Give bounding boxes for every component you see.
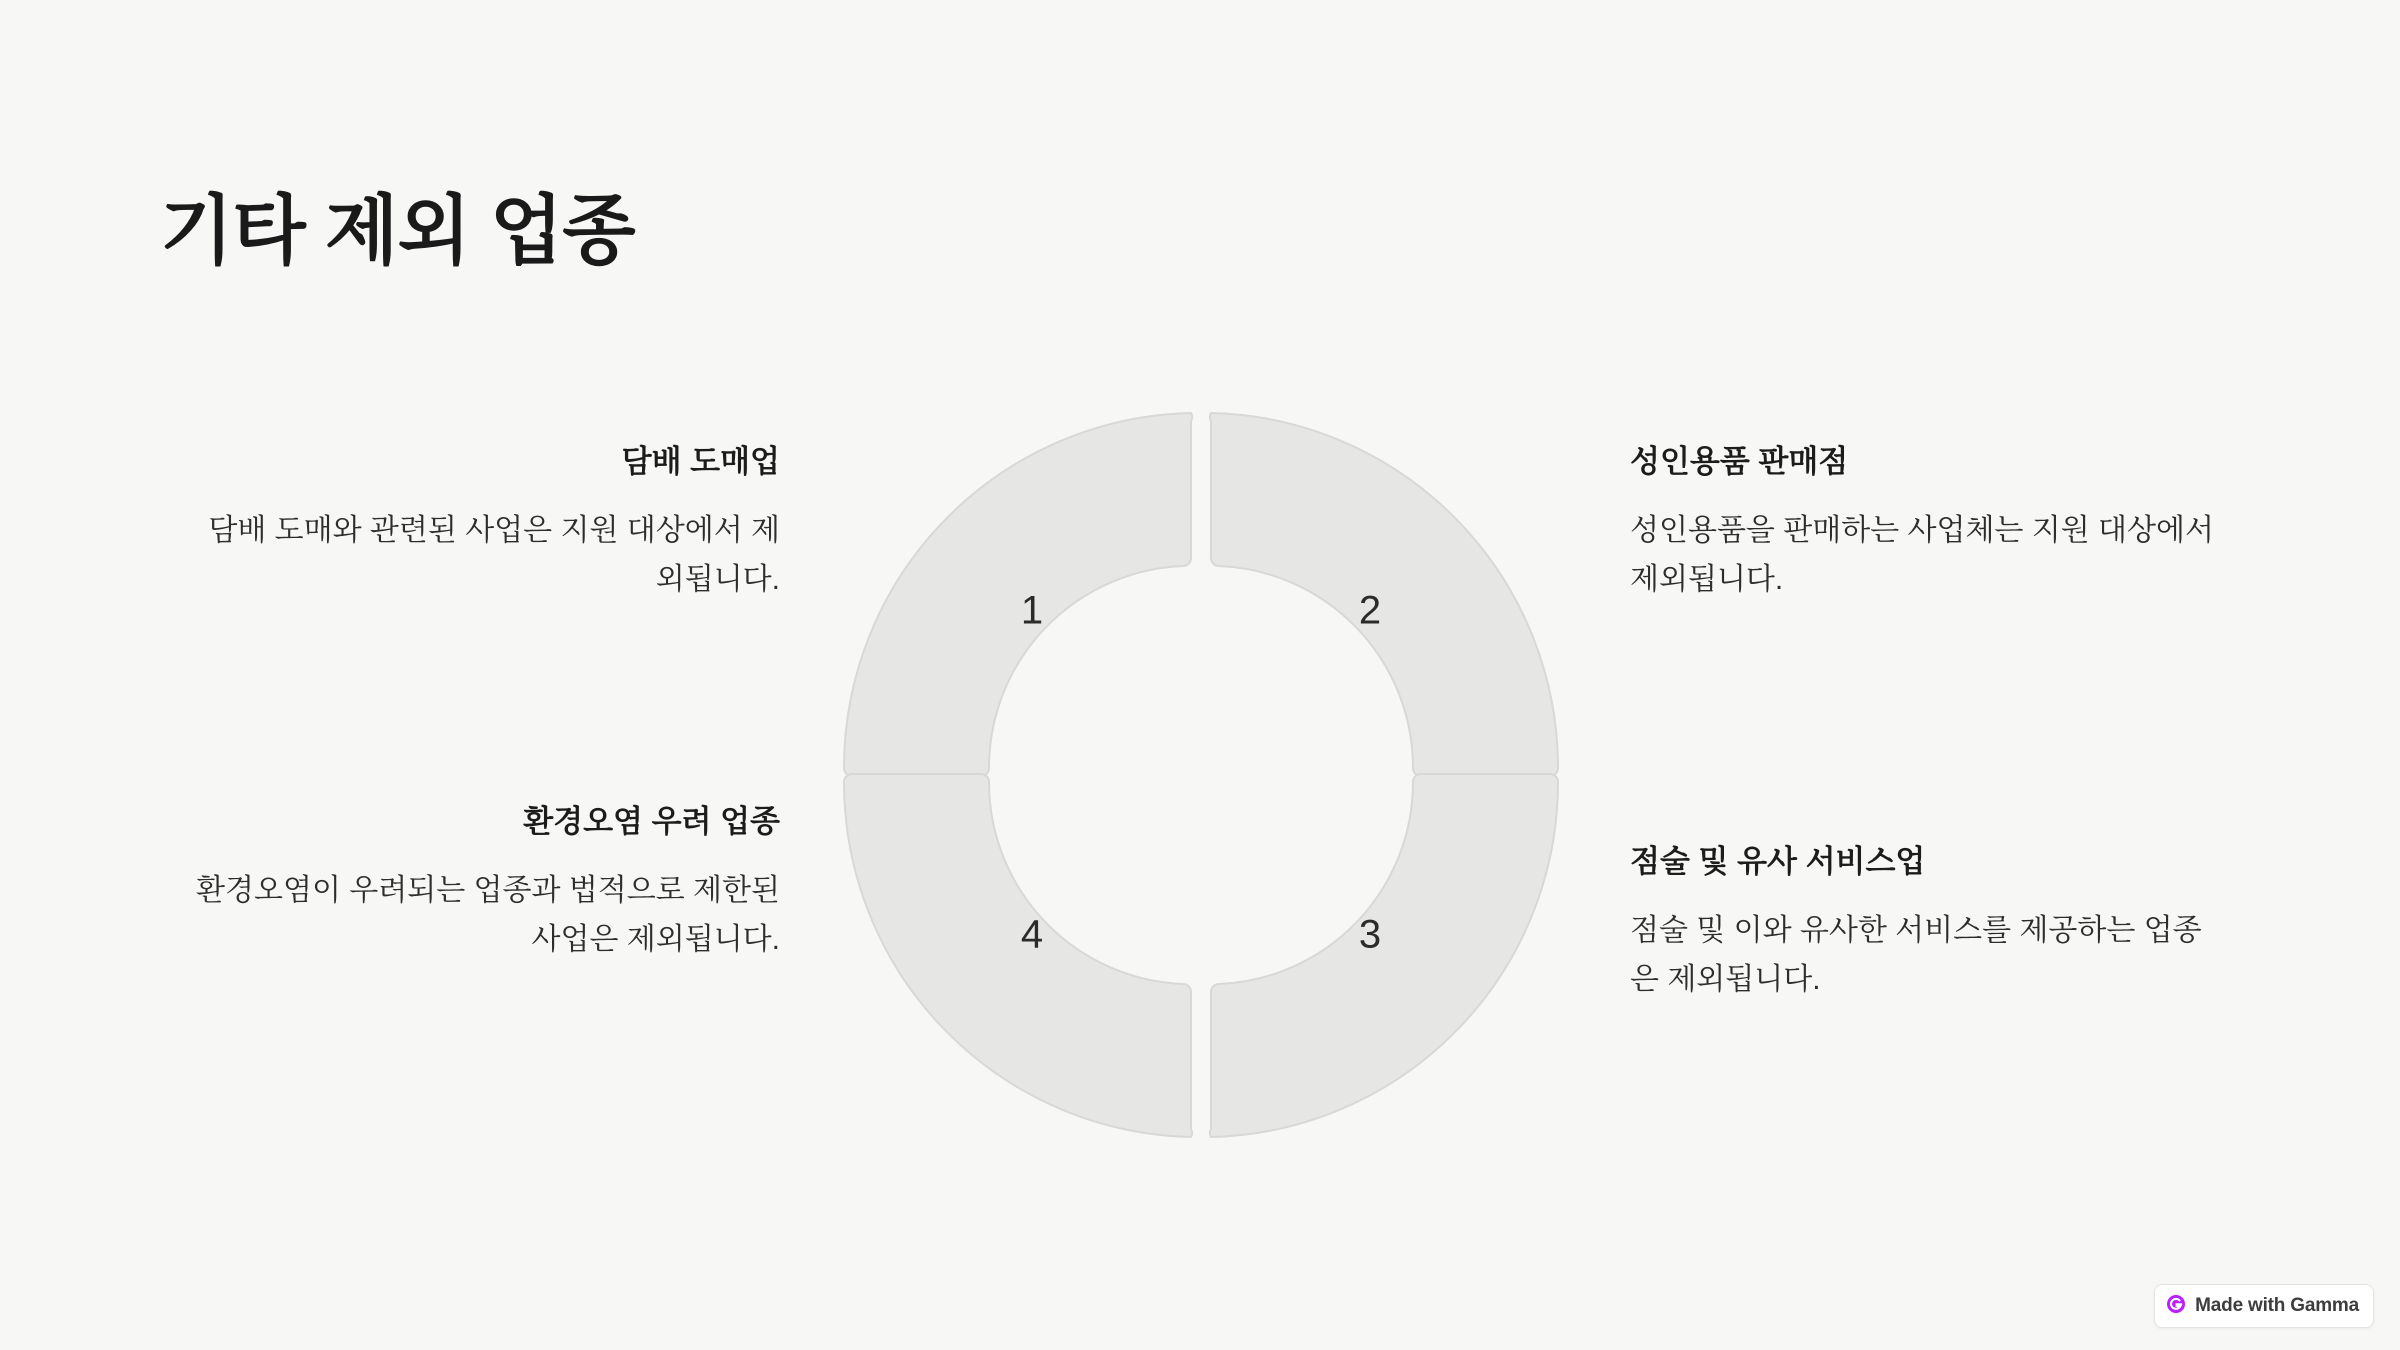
item-title-1: 담배 도매업: [621, 444, 780, 479]
donut-segment-3[interactable]: [1210, 774, 1558, 1137]
donut-segment-label-1: 1: [1020, 588, 1044, 633]
item-block-2: [1630, 440, 2230, 604]
item-block-3: [1630, 840, 2230, 1004]
donut-svg: [836, 405, 1566, 1145]
item-title-3: 점술 및 유사 서비스업: [1630, 844, 1926, 879]
item-title-4: 환경오염 우려 업종: [523, 804, 780, 839]
gamma-logo-icon: [2166, 1294, 2186, 1319]
item-title-2: 성인용품 판매점: [1630, 444, 1849, 479]
donut-segment-1[interactable]: [844, 413, 1192, 776]
item-body-3: 점술 및 이와 유사한 서비스를 제공하는 업종은 제외됩니다.: [1630, 913, 2202, 996]
donut-segment-label-4: 4: [1020, 912, 1044, 957]
donut-segment-label-2: 2: [1358, 588, 1382, 633]
donut-segment-4[interactable]: [844, 774, 1192, 1137]
donut-segment-label-3: 3: [1358, 912, 1382, 957]
donut-wrapper: [836, 405, 1566, 1145]
item-block-1: [180, 440, 780, 604]
made-with-gamma-badge[interactable]: [2154, 1284, 2374, 1328]
item-body-1: 담배 도매와 관련된 사업은 지원 대상에서 제외됩니다.: [208, 513, 780, 596]
donut-diagram: [836, 405, 1566, 1145]
item-body-2: 성인용품을 판매하는 사업체는 지원 대상에서 제외됩니다.: [1630, 513, 2214, 596]
item-block-4: [180, 800, 780, 964]
page-title: 기타 제외 업종: [160, 189, 635, 274]
item-body-4: 환경오염이 우려되는 업종과 법적으로 제한된 사업은 제외됩니다.: [196, 873, 780, 956]
donut-segment-2[interactable]: [1210, 413, 1558, 776]
gamma-badge-label: Made with Gamma: [2195, 1295, 2359, 1316]
